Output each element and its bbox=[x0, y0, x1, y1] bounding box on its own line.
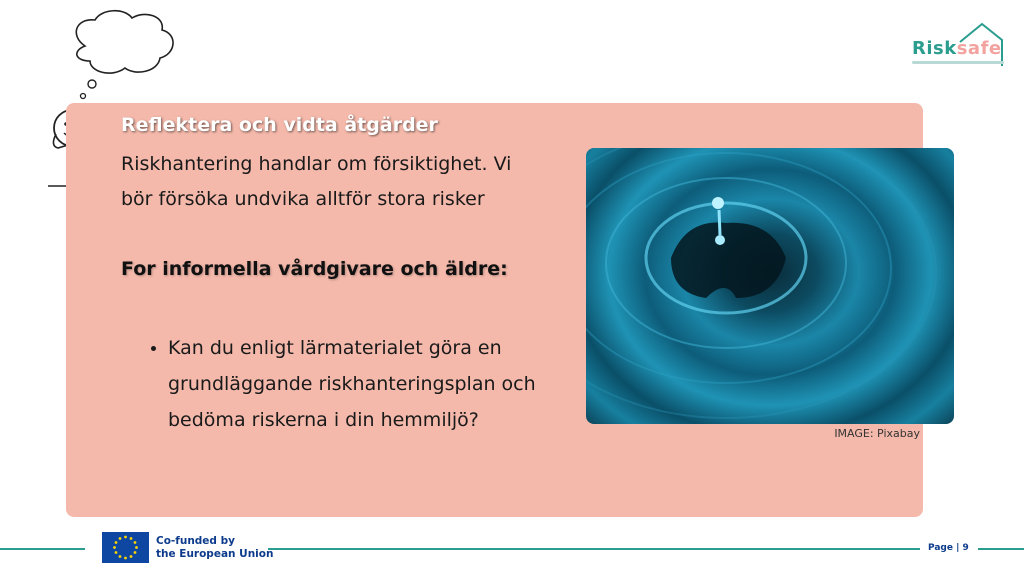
eu-cofunded-text bbox=[156, 535, 273, 561]
eu-flag-icon bbox=[102, 532, 149, 563]
page-number: Page | 9 bbox=[928, 543, 969, 553]
footer-line-middle bbox=[268, 548, 920, 550]
eu-line-2: the European Union bbox=[156, 548, 274, 560]
logo-text-risk: Risk bbox=[912, 38, 957, 59]
risksafe-logo bbox=[912, 20, 1004, 70]
footer-line-right bbox=[978, 548, 1024, 550]
audience-heading: For informella vårdgivare och äldre: bbox=[121, 258, 508, 280]
water-drop-photo bbox=[586, 148, 954, 424]
slide-title: Reflektera och vidta åtgärder bbox=[121, 114, 438, 136]
list-item: • Kan du enligt lärmaterialet göra en grundläggande riskhanteringsplan och bedöma riskerna i din hemmiljö? bbox=[168, 330, 568, 438]
bullet-list bbox=[148, 330, 568, 438]
logo-tagline bbox=[912, 61, 1004, 64]
image-caption: IMAGE: Pixabay bbox=[834, 427, 920, 440]
logo-text-safe: safe bbox=[956, 38, 1002, 59]
logo-text bbox=[912, 38, 1002, 59]
footer-line-left bbox=[0, 548, 85, 550]
intro-text: Riskhantering handlar om försiktighet. Vi bör försöka undvika alltför stora risker bbox=[121, 153, 512, 210]
eu-line-1: Co-funded by bbox=[156, 535, 235, 547]
